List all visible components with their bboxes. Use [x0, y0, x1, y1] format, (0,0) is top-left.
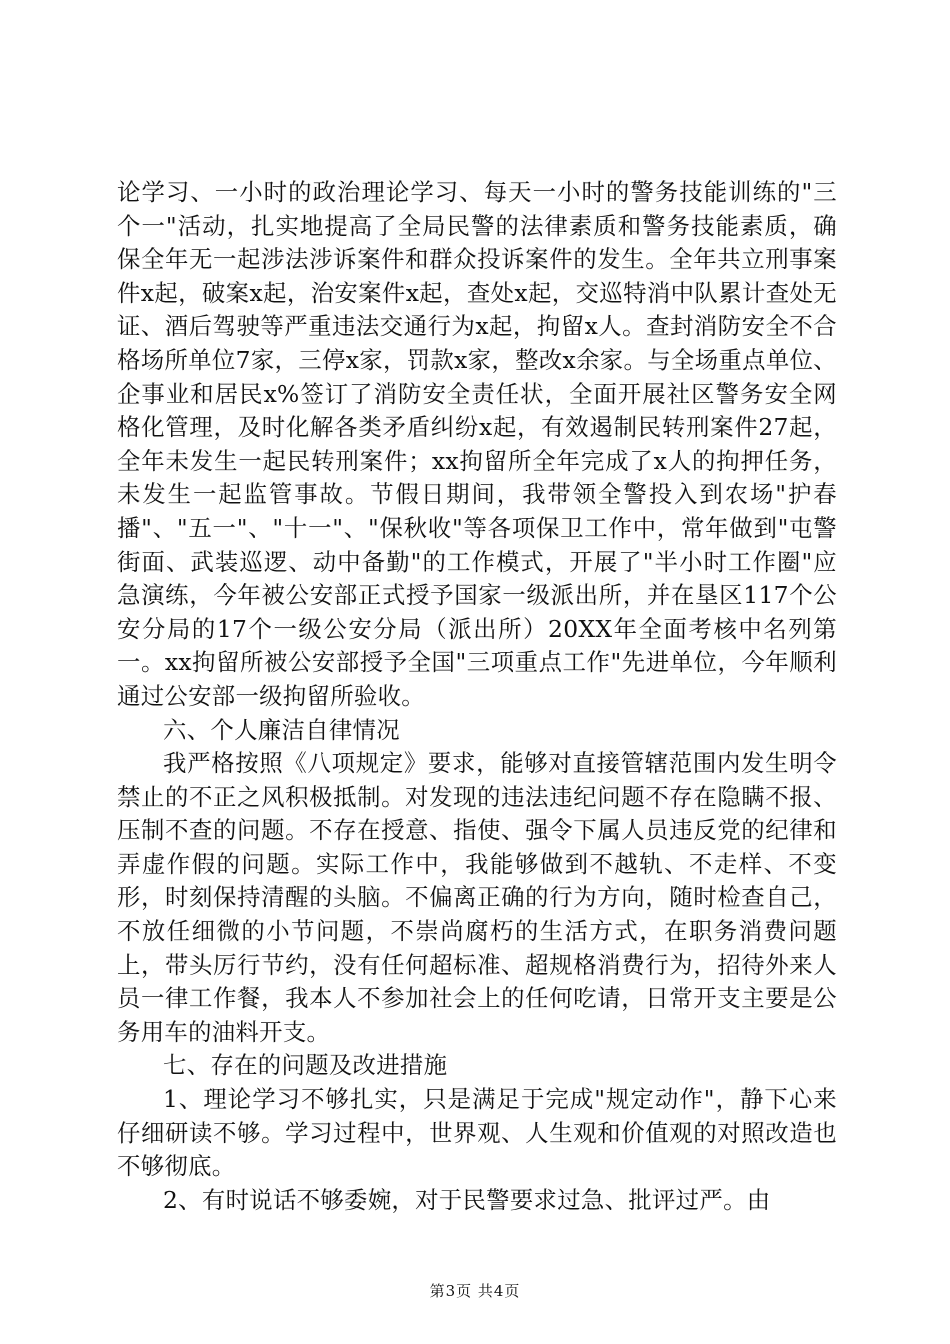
section-heading-problems: 七、存在的问题及改进措施	[163, 1051, 448, 1080]
paragraph-problem-2: 2、有时说话不够委婉，对于民警要求过急、批评过严。由	[163, 1185, 771, 1214]
page-footer: 第3页 共4页	[429, 1282, 521, 1300]
paragraph-problem-1: 1、理论学习不够扎实，只是满足于完成"规定动作"，静下心来仔细研读不够。学习过程中，世界观、人生观和价值观的对照改造也不够彻底。	[117, 1085, 837, 1181]
section-heading-integrity: 六、个人廉洁自律情况	[163, 715, 400, 744]
paragraph-integrity: 我严格按照《八项规定》要求，能够对直接管辖范围内发生明令禁止的不正之风积极抵制。对发现的违法违纪问题不存在隐瞒不报、压制不查的问题。不存在授意、指使、强令下属人员违反党的纪律和弄虚作假的问题。实际工作中，我能够做到不越轨、不走样、不变形，时刻保持清醒的头脑。不偏离正确的行为方向，随时检查自己，不放任细微的小节问题，不崇尚腐朽的生活方式，在职务消费问题上，带头厉行节约，没有任何超标准、超规格消费行为，招待外来人员一律工作餐，我本人不参加社会上的任何吃请，日常开支主要是公务用车的油料开支。	[117, 749, 837, 1046]
paragraph-work-summary: 论学习、一小时的政治理论学习、每天一小时的警务技能训练的"三个一"活动，扎实地提高了全局民警的法律素质和警务技能素质，确保全年无一起涉法涉诉案件和群众投诉案件的发生。全年共立刑事案件x起，破案x起，治安案件x起，查处x起，交巡特消中队累计查处无证、酒后驾驶等严重违法交通行为x起，拘留x人。查封消防安全不合格场所单位7家，三停x家，罚款x家，整改x余家。与全场重点单位、企事业和居民x%签订了消防安全责任状，全面开展社区警务安全网格化管理，及时化解各类矛盾纠纷x起，有效遏制民转刑案件27起，全年未发生一起民转刑案件；xx拘留所全年完成了x人的拘押任务，未发生一起监管事故。节假日期间，我带领全警投入到农场"护春播"、"五一"、"十一"、"保秋收"等各项保卫工作中，常年做到"屯警街面、武装巡逻、动中备勤"的工作模式，开展了"半小时工作圈"应急演练，今年被公安部正式授予国家一级派出所，并在垦区117个公安分局的17个一级公安分局（派出所）20XX年全面考核中名列第一。xx拘留所被公安部授予全国"三项重点工作"先进单位，今年顺利通过公安部一级拘留所验收。	[117, 178, 837, 710]
document-body	[117, 176, 837, 1217]
